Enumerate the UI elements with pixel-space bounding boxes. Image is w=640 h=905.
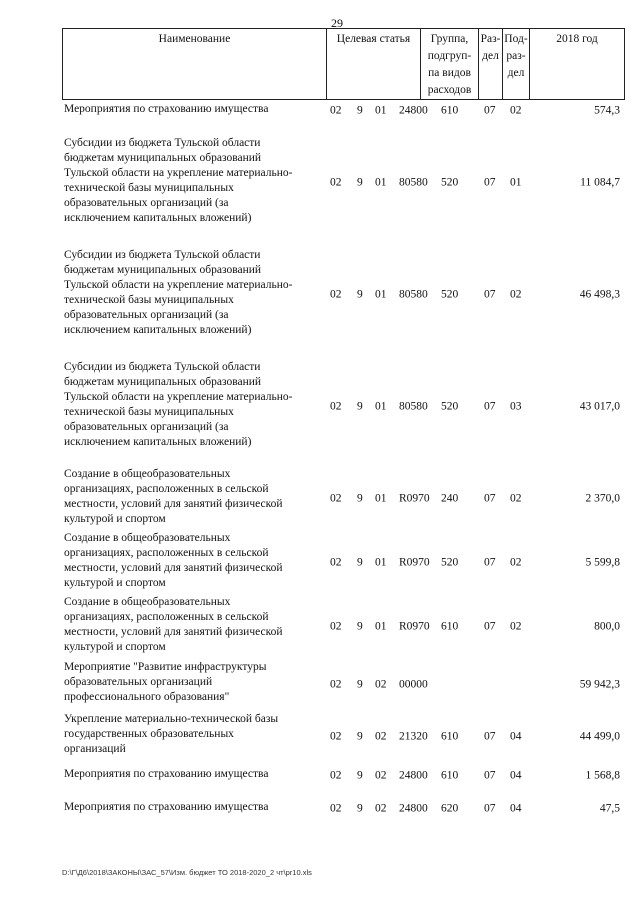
header-subsection: Под- раз- дел: [502, 29, 529, 99]
row-name: Субсидии из бюджета Тульской области бюджетам муниципальных образований Тульской области на укрепление материально- технической базы муниципальных образовательных организаций (за исключением капитальных вложений): [64, 249, 293, 336]
table-row: [0, 712, 640, 762]
article-part-4: 00000: [399, 678, 428, 691]
article-part-3: 01: [375, 556, 387, 569]
expense-group: 610: [441, 104, 459, 117]
article-part-1: 02: [330, 556, 342, 569]
row-name: Мероприятия по страхованию имущества: [64, 801, 269, 813]
article-part-3: 01: [375, 288, 387, 301]
table-row: [0, 595, 640, 659]
row-name: Мероприятия по страхованию имущества: [64, 768, 269, 780]
expense-group: 520: [441, 288, 459, 301]
article-part-3: 01: [375, 492, 387, 505]
subsection-code: 02: [510, 288, 522, 301]
footer-path: D:\Г\Д6\2018\ЗАКОНЫ\ЗАС_57\Изм. бюджет ТО 2018-2020_2 чт\pr10.xls: [62, 868, 312, 877]
article-part-2: 9: [357, 288, 363, 301]
amount-2018: 47,5: [599, 802, 620, 815]
section-code: 07: [484, 556, 496, 569]
section-code: 07: [484, 400, 496, 413]
row-name: Создание в общеобразовательных организациях, расположенных в сельской местности, условий для занятий физической культурой и спортом: [64, 596, 283, 653]
expense-group: 610: [441, 769, 459, 782]
article-part-2: 9: [357, 400, 363, 413]
table-row: [0, 102, 640, 120]
table-row: [0, 248, 640, 342]
article-part-3: 01: [375, 620, 387, 633]
article-part-2: 9: [357, 678, 363, 691]
row-name: Мероприятия по страхованию имущества: [64, 103, 269, 115]
header-year: 2018 год: [529, 29, 625, 99]
article-part-1: 02: [330, 288, 342, 301]
table-row: [0, 800, 640, 818]
table-row: [0, 467, 640, 531]
article-part-2: 9: [357, 176, 363, 189]
article-part-3: 01: [375, 176, 387, 189]
article-part-1: 02: [330, 104, 342, 117]
article-part-4: 80580: [399, 176, 428, 189]
subsection-code: 01: [510, 176, 522, 189]
article-part-3: 02: [375, 730, 387, 743]
article-part-4: R0970: [399, 620, 430, 633]
article-part-2: 9: [357, 556, 363, 569]
header-group: Группа, подгруп- па видов расходов: [420, 29, 478, 99]
amount-2018: 44 499,0: [579, 730, 620, 743]
article-part-1: 02: [330, 769, 342, 782]
article-part-2: 9: [357, 730, 363, 743]
article-part-4: 24800: [399, 104, 428, 117]
article-part-3: 02: [375, 802, 387, 815]
amount-2018: 574,3: [594, 104, 620, 117]
subsection-code: 03: [510, 400, 522, 413]
amount-2018: 5 599,8: [585, 556, 620, 569]
article-part-1: 02: [330, 400, 342, 413]
article-part-1: 02: [330, 176, 342, 189]
article-part-2: 9: [357, 802, 363, 815]
subsection-code: 04: [510, 730, 522, 743]
article-part-3: 01: [375, 400, 387, 413]
article-part-1: 02: [330, 802, 342, 815]
article-part-4: 24800: [399, 802, 428, 815]
subsection-code: 02: [510, 620, 522, 633]
expense-group: 610: [441, 730, 459, 743]
expense-group: 240: [441, 492, 459, 505]
expense-group: 610: [441, 620, 459, 633]
table-row: [0, 531, 640, 595]
header-article: Целевая статья: [326, 29, 420, 99]
article-part-3: 02: [375, 678, 387, 691]
row-name: Создание в общеобразовательных организациях, расположенных в сельской местности, условий для занятий физической культурой и спортом: [64, 468, 283, 525]
article-part-4: R0970: [399, 556, 430, 569]
article-part-2: 9: [357, 769, 363, 782]
section-code: 07: [484, 104, 496, 117]
expense-group: 520: [441, 176, 459, 189]
table-row: [0, 136, 640, 230]
section-code: 07: [484, 288, 496, 301]
amount-2018: 59 942,3: [579, 678, 620, 691]
article-part-4: 21320: [399, 730, 428, 743]
table-row: [0, 767, 640, 785]
amount-2018: 43 017,0: [579, 400, 620, 413]
article-part-1: 02: [330, 730, 342, 743]
table-row: [0, 660, 640, 710]
subsection-code: 02: [510, 556, 522, 569]
header-section: Раз- дел: [478, 29, 502, 99]
amount-2018: 2 370,0: [585, 492, 620, 505]
amount-2018: 1 568,8: [585, 769, 620, 782]
article-part-2: 9: [357, 104, 363, 117]
row-name: Субсидии из бюджета Тульской области бюджетам муниципальных образований Тульской области на укрепление материально- технической базы муниципальных образовательных организаций (за исключением капитальных вложений): [64, 137, 293, 224]
row-name: Укрепление материально-технической базы государственных образовательных организаций: [64, 713, 279, 755]
section-code: 07: [484, 802, 496, 815]
article-part-2: 9: [357, 620, 363, 633]
expense-group: 520: [441, 556, 459, 569]
amount-2018: 800,0: [594, 620, 620, 633]
subsection-code: 04: [510, 769, 522, 782]
article-part-1: 02: [330, 620, 342, 633]
expense-group: 520: [441, 400, 459, 413]
subsection-code: 02: [510, 104, 522, 117]
section-code: 07: [484, 769, 496, 782]
article-part-4: 80580: [399, 400, 428, 413]
article-part-4: 24800: [399, 769, 428, 782]
article-part-4: R0970: [399, 492, 430, 505]
section-code: 07: [484, 492, 496, 505]
article-part-1: 02: [330, 678, 342, 691]
section-code: 07: [484, 176, 496, 189]
table-row: [0, 360, 640, 454]
section-code: 07: [484, 730, 496, 743]
section-code: 07: [484, 620, 496, 633]
table-header: [62, 28, 625, 100]
amount-2018: 46 498,3: [579, 288, 620, 301]
article-part-3: 02: [375, 769, 387, 782]
subsection-code: 02: [510, 492, 522, 505]
header-name: Наименование: [62, 29, 326, 99]
subsection-code: 04: [510, 802, 522, 815]
row-name: Субсидии из бюджета Тульской области бюджетам муниципальных образований Тульской области на укрепление материально- технической базы муниципальных образовательных организаций (за исключением капитальных вложений): [64, 361, 293, 448]
page-number: 29: [331, 16, 343, 30]
amount-2018: 11 084,7: [580, 176, 620, 189]
article-part-3: 01: [375, 104, 387, 117]
article-part-4: 80580: [399, 288, 428, 301]
expense-group: 620: [441, 802, 459, 815]
article-part-1: 02: [330, 492, 342, 505]
article-part-2: 9: [357, 492, 363, 505]
row-name: Создание в общеобразовательных организациях, расположенных в сельской местности, условий для занятий физической культурой и спортом: [64, 532, 283, 589]
row-name: Мероприятие "Развитие инфраструктуры образовательных организаций профессионального образования": [64, 661, 267, 703]
